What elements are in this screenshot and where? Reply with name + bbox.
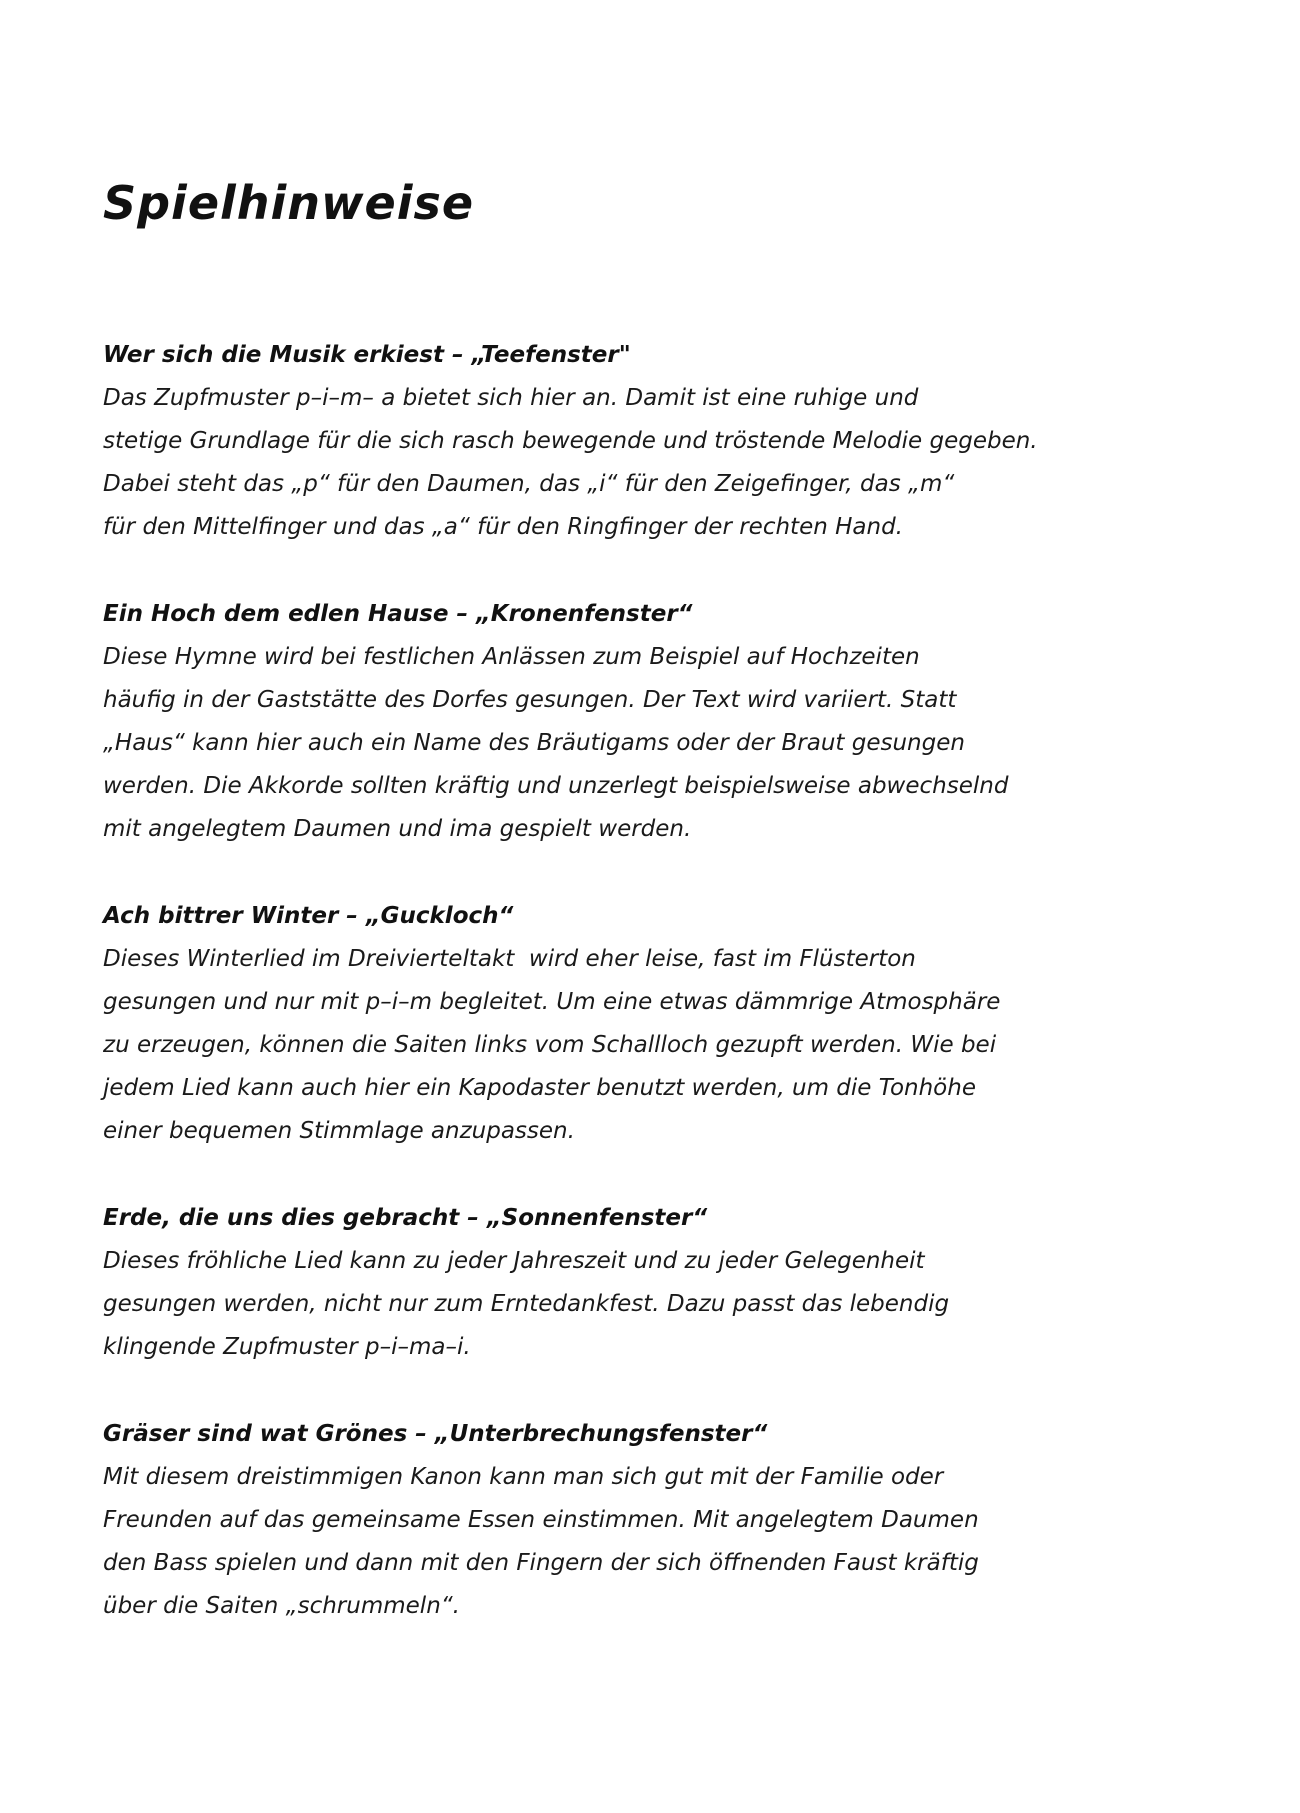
section-line: mit angelegtem Daumen und ima gespielt werden. bbox=[103, 816, 692, 842]
section-line: gesungen werden, nicht nur zum Erntedankfest. Dazu passt das lebendig bbox=[103, 1291, 950, 1317]
section-line: einer bequemen Stimmlage anzupassen. bbox=[103, 1118, 575, 1144]
section-line: gesungen und nur mit p–i–m begleitet. Um eine etwas dämmrige Atmosphäre bbox=[103, 989, 1001, 1015]
section-line: Diese Hymne wird bei festlichen Anlässen zum Beispiel auf Hochzeiten bbox=[103, 644, 920, 670]
section-line: Freunden auf das gemeinsame Essen einstimmen. Mit angelegtem Daumen bbox=[103, 1507, 979, 1533]
section-line: werden. Die Akkorde sollten kräftig und unzerlegt beispielsweise abwechselnd bbox=[103, 773, 1009, 799]
section bbox=[103, 593, 1200, 851]
section-heading: Ach bittrer Winter – „Guckloch“ bbox=[103, 903, 514, 929]
section-line: für den Mittelfinger und das „a“ für den Ringfinger der rechten Hand. bbox=[103, 514, 903, 540]
section-line: „Haus“ kann hier auch ein Name des Bräutigams oder der Braut gesungen bbox=[103, 730, 965, 756]
section-line: stetige Grundlage für die sich rasch bewegende und tröstende Melodie gegeben. bbox=[103, 428, 1038, 454]
section-line: häufig in der Gaststätte des Dorfes gesungen. Der Text wird variiert. Statt bbox=[103, 687, 957, 713]
page-title: Spielhinweise bbox=[103, 176, 475, 230]
section-line: über die Saiten „schrummeln“. bbox=[103, 1593, 460, 1619]
section-heading: Erde, die uns dies gebracht – „Sonnenfenster“ bbox=[103, 1205, 708, 1231]
section-line: jedem Lied kann auch hier ein Kapodaster benutzt werden, um die Tonhöhe bbox=[103, 1075, 976, 1101]
section-line: Dieses Winterlied im Dreivierteltakt wird eher leise, fast im Flüsterton bbox=[103, 946, 916, 972]
section-line: Dieses fröhliche Lied kann zu jeder Jahreszeit und zu jeder Gelegenheit bbox=[103, 1248, 925, 1274]
section bbox=[103, 1197, 1200, 1369]
section-line: klingende Zupfmuster p–i–ma–i. bbox=[103, 1334, 471, 1360]
section bbox=[103, 1413, 1200, 1628]
sections-container bbox=[103, 334, 1200, 1628]
section-line: den Bass spielen und dann mit den Fingern der sich öffnenden Faust kräftig bbox=[103, 1550, 979, 1576]
section-heading: Wer sich die Musik erkiest – „Teefenster" bbox=[103, 342, 631, 368]
section bbox=[103, 334, 1200, 549]
section-line: Mit diesem dreistimmigen Kanon kann man sich gut mit der Familie oder bbox=[103, 1464, 944, 1490]
section-line: zu erzeugen, können die Saiten links vom Schallloch gezupft werden. Wie bei bbox=[103, 1032, 997, 1058]
section-heading: Ein Hoch dem edlen Hause – „Kronenfenster“ bbox=[103, 601, 693, 627]
section-heading: Gräser sind wat Grönes – „Unterbrechungsfenster“ bbox=[103, 1421, 768, 1447]
section bbox=[103, 895, 1200, 1153]
section-line: Das Zupfmuster p–i–m– a bietet sich hier an. Damit ist eine ruhige und bbox=[103, 385, 919, 411]
section-line: Dabei steht das „p“ für den Daumen, das „i“ für den Zeigefinger, das „m“ bbox=[103, 471, 955, 497]
